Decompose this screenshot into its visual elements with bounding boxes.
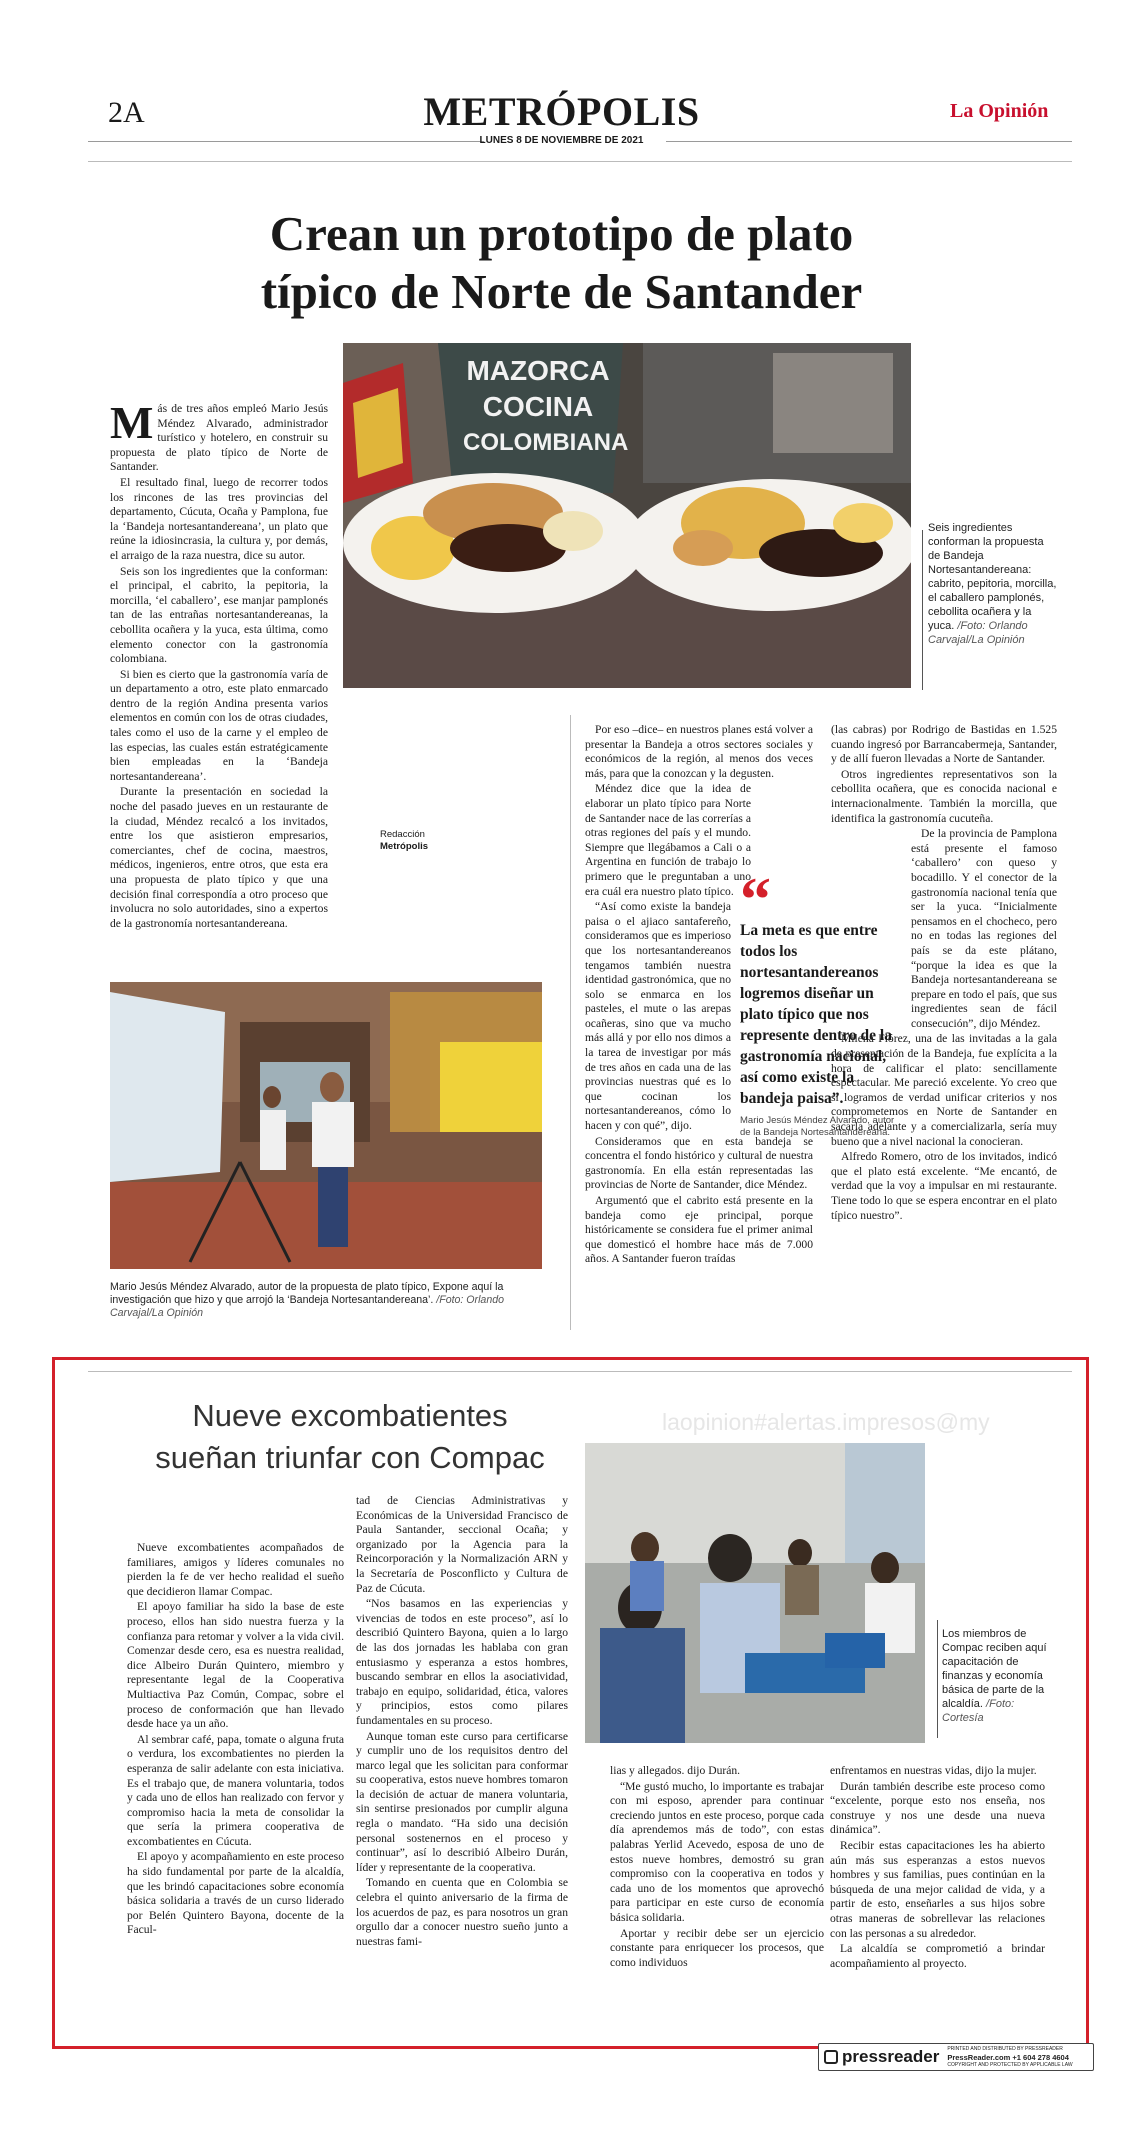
article2-paragraph: Aunque toman este curso para certificarse y cumplir uno de los requisitos dentro del marco legal que les solicitan para conformar su cooperativa, estos nueve hombres tomaron la decisión de actuar de manera voluntaria, sin sentirse presionados por cumplir alguna regla o mandato. “Ha sido una decisión personal sostenernos en el proceso y continuar”, así lo describió Albeiro Durán, líder y representante de la cooperativa. xyxy=(356,1729,568,1874)
article2-headline-line2: sueñan triunfar con Compac xyxy=(155,1440,545,1475)
article1-paragraph: El resultado final, luego de recorrer todos los rincones de las tres provincias del departamento, Cúcuta, Ocaña y Pamplona, fue la ‘Bandeja nortesantandereana’, un plato que reúne la idiosincrasia, la cultura y, por demás, el arraigo de la raza nuestra, dice su autor. xyxy=(110,475,328,562)
article2-paragraph: Aportar y recibir debe ser un ejercicio constante para enriquecer los procesos, que como individuos xyxy=(610,1926,824,1969)
pressreader-icon xyxy=(824,2050,838,2064)
article1-column-4 xyxy=(831,723,1057,1224)
article2-top-rule xyxy=(88,1371,1072,1372)
article1-paragraph: De la provincia de Pamplona está presente el famoso ‘caballero’ con queso y bocadillo. Y el conector de la gastronomía nacional tenía que ser la yuca. “Inicialmente pensamos en el chocheco, pero no en todas las regiones del país se da este plátano, “porque la idea es que la Bandeja nortesantandereana se prepare en todo el país, que sus ingredientes sean de fácil consecución”, dijo Méndez. xyxy=(911,827,1057,1030)
article1-paragraph: Otros ingredientes representativos son la cebollita ocañera, que es conocida nacional e internacionalmente. También la morcilla, que identifica la gastronomía cucuteña. xyxy=(831,767,1057,825)
classroom-photo xyxy=(585,1443,925,1743)
food-photo xyxy=(343,343,911,688)
article1-paragraph: Por eso –dice– en nuestros planes está volver a presentar la Bandeja a otros sectores sociales y económicos de la región, al menos dos veces más, para que la conozcan y la degusten. xyxy=(585,723,813,780)
article2-paragraph: La alcaldía se comprometió a brindar acompañamiento al proyecto. xyxy=(830,1942,1045,1970)
pressreader-logo: pressreader xyxy=(842,2047,940,2066)
article2-paragraph: tad de Ciencias Administrativas y Económicas de la Universidad Francisco de Paula Santander, seccional Ocaña; y organizado por la Agencia para la Reincorporación y la Normalización ARN y la Secretaría de Posconflicto y Cultura de Paz de Cúcuta. xyxy=(356,1494,568,1595)
article2-paragraph: Al sembrar café, papa, tomate o alguna fruta o verdura, los excombatientes no pierden la esperanza de salir adelante con esta iniciativa. Es el trabajo que, de manera voluntaria, todos y cada uno de ellos han realizado con fervor y compromiso hacia la meta de consolidar la que sería la primera cooperativa de excombatientes en Cúcuta. xyxy=(127,1732,344,1848)
article1-headline-line2: típico de Norte de Santander xyxy=(260,264,863,319)
article1-paragraph: Más de tres años empleó Mario Jesús Méndez Alvarado, administrador turístico y hotelero, en construir su propuesta de plato típico de Norte de Santander. xyxy=(110,397,328,474)
article1-paragraph: Durante la presentación en sociedad la noche del pasado jueves en un restaurante de la ciudad, Méndez recalcó a los invitados, entre los que asistieron empresarios, comerciantes, chef de cocina, maestros, médicos, ingenieros, entre otros, que esta era una propuesta de plato típico y que una decisión final correspondía a otro proceso que involucra no solo autoridades, sino a expertos de la gastronomía nortesantandereana. xyxy=(110,785,328,930)
article2-headline-line1: Nueve excombatientes xyxy=(192,1398,508,1433)
food-photo-art xyxy=(343,343,911,688)
photo-credit: /Foto: Cortesía xyxy=(942,1698,1015,1724)
sign-text: COLOMBIANA xyxy=(463,429,629,456)
pressreader-line: PRINTED AND DISTRIBUTED BY PRESSREADER xyxy=(947,2045,1063,2052)
article2-paragraph: “Nos basamos en las experiencias y vivencias de todos en este proceso”, así lo describió Quintero Bayona, quien a lo largo de las dos jornadas les hablaba con gran entusiasmo y esperanza a estos hombres, buscando sembrar en ellos la asociatividad, trabajo en equipo, solidaridad, ética, valores y principios, estos como pilares fundamentales en su proceso. xyxy=(356,1597,568,1727)
quote-mark-icon: “ xyxy=(740,866,771,934)
article2-column-4 xyxy=(830,1764,1045,1972)
header-rule-right xyxy=(666,141,1072,142)
sign-text: COCINA xyxy=(482,391,594,422)
article1-paragraph: Consideramos que en esta bandeja se concentra el fondo histórico y cultural de nuestra gastronomía. En ella están representadas las provincias de Norte de Santander, dice Méndez. xyxy=(585,1134,813,1192)
article1-paragraph: (las cabras) por Rodrigo de Bastidas en 1.525 cuando ingresó por Barrancabermeja, Santander, y de allí fueron llevadas a Norte de Santander. xyxy=(831,723,1057,766)
quote-text: La meta es que entre todos los nortesantandereanos logremos diseñar un plato típico que nos represente dentro de la gastronomía nacional, así como existe la bandeja paisa”. xyxy=(740,922,892,1107)
dropcap: M xyxy=(110,397,154,448)
byline-label: Redacción xyxy=(380,829,425,840)
article1-headline xyxy=(0,205,1123,321)
article2-column-2 xyxy=(356,1494,568,1950)
article1-paragraph: Méndez dice que la idea de elaborar un plato típico para Norte de Santander nace de las correrías a otras regiones del país y el mundo. Siempre que llegábamos a Cali o a Argentina en función de trabajo lo primero que le preguntaban a uno era cuál era nuestro plato típico. xyxy=(585,782,751,898)
food-photo-caption: Seis ingredientes conforman la propuesta de Bandeja Nortesantandereana: cabrito, pepitoria, morcilla, el caballero pamplonés, cebollita ocañera y la yuca. /Foto: Orlando Carvajal/La Opinión xyxy=(928,522,1057,646)
brand-logo: La Opinión xyxy=(950,100,1049,122)
article2-paragraph: El apoyo y acompañamiento en este proceso ha sido fundamental por parte de la alcaldía, que les brindó capacitaciones sobre economía básica solidaria a través de un curso liderado por Belén Quintero Bayona, docente de la Facul- xyxy=(127,1850,344,1937)
article2-paragraph: Nueve excombatientes acompañados de familiares, amigos y líderes comunales no pierden la fe de ver hecho realidad el sueño que decidieron llamar Compac. xyxy=(127,1541,344,1598)
watermark: laopinion#alertas.impresos@my xyxy=(662,1409,990,1435)
article2-column-3 xyxy=(610,1764,824,1971)
page-number: 2A xyxy=(108,96,145,129)
header-bottom-rule xyxy=(88,161,1072,162)
article2-paragraph: “Me gustó mucho, lo importante es trabajar con mi esposo, aprender para continuar creciendo juntos en este proceso, porque cada día aprendemos más de todo”, con estas palabras Yerlid Acevedo, esposa de uno de estos nueve hombres, demostró su gran compromiso con la cooperativa en todos y cada uno de los momentos que aprovechó para participar en este curso de economía básica solidaria. xyxy=(610,1779,824,1924)
photo1-caption-rule xyxy=(922,530,923,690)
article1-paragraph: Argumentó que el cabrito está presente en la bandeja como eje principal, porque históricamente se considera fue el primer animal que domesticó el hombre hace más de 7.000 años. A Santander fueron traídas xyxy=(585,1194,813,1266)
photo-credit: /Foto: Orlando Carvajal/La Opinión xyxy=(928,620,1028,646)
issue-date: LUNES 8 DE NOVIEMBRE DE 2021 xyxy=(479,135,644,146)
quote-author: Mario Jesús Méndez Alvarado, autor de la Bandeja Nortesantandereana. xyxy=(740,1115,895,1138)
photo-credit: /Foto: Orlando Carvajal/La Opinión xyxy=(110,1294,504,1319)
article2-headline xyxy=(110,1395,590,1479)
classroom-photo-caption: Los miembros de Compac reciben aquí capacitación de finanzas y economía básica de parte de la alcaldía. /Foto: Cortesía xyxy=(942,1628,1047,1724)
presentation-photo-caption: Mario Jesús Méndez Alvarado, autor de la propuesta de plato típico, Expone aquí la investigación que hizo y que arrojó la ‘Bandeja Nortesantandereana’. /Foto: Orlando Carvajal/La Opinión xyxy=(110,1281,504,1319)
presentation-photo xyxy=(110,982,542,1269)
article1-paragraph: “Así como existe la bandeja paisa o el ajiaco santafereño, consideramos que es imperioso que los nortesantandereanos tengamos también nuestra identidad gastronómica, que no solo se enmarca en los pasteles, el mute o las arepas ocañeras, sino que va mucho más allá y por ello nos dimos a la tarea de investigar por más de tres años en cada una de las provincias nuestras qué es lo que cocinan los nortesantandereanos, cómo lo hacen y con qué”, dijo. xyxy=(585,900,731,1133)
classroom-photo-art xyxy=(585,1443,925,1743)
section-title: METRÓPOLIS xyxy=(423,89,700,134)
article1-paragraph: Si bien es cierto que la gastronomía varía de un departamento a otro, este plato enmarcado dentro de la región Andina presenta varios elementos en común con los de otras ciudades, tales como el uso de la carne y el empleo de las especias, las cuales están estratégicamente bien empleadas en la ‘Bandeja nortesantandereana’. xyxy=(110,667,328,783)
pressreader-badge[interactable] xyxy=(818,2043,1094,2071)
byline-name: Metrópolis xyxy=(380,841,429,852)
pressreader-line: COPYRIGHT AND PROTECTED BY APPLICABLE LAW xyxy=(947,2061,1073,2068)
byline xyxy=(380,829,428,853)
article2-paragraph: lias y allegados. dijo Durán. xyxy=(610,1764,741,1777)
column-divider xyxy=(570,715,571,1330)
article2-paragraph: Durán también describe este proceso como “excelente, porque esto nos enseña, nos construye y nos une desde una nueva dinámica”. xyxy=(830,1779,1045,1837)
article1-headline-line1: Crean un prototipo de plato xyxy=(269,206,854,261)
article2-column-1 xyxy=(127,1541,344,1939)
sign-text: MAZORCA xyxy=(466,355,610,386)
presentation-photo-art xyxy=(110,982,542,1269)
article2-paragraph: enfrentamos en nuestras vidas, dijo la mujer. xyxy=(830,1764,1037,1777)
article2-paragraph: Tomando en cuenta que en Colombia se celebra el quinto aniversario de la firma de los acuerdos de paz, es para nosotros un gran orgullo dar a conocer nuestro sueño junto a nuestras fami- xyxy=(356,1876,568,1948)
photo3-caption-rule xyxy=(937,1620,938,1738)
article2-paragraph: Recibir estas capacitaciones les ha abierto aún más sus esperanzas a estos nuevos hombres y sus familias, pues continúan en la búsqueda de una mejor calidad de vida, y a partir de esto, enseñarles a sus hijos sobre otras maneras de sobrellevar las relaciones con las personas a su alrededor. xyxy=(830,1838,1045,1940)
article1-paragraph: Alfredo Romero, otro de los invitados, indicó que el plato está excelente. “Me encantó, de verdad que la voy a impulsar en mi restaurante. Tiene todo lo que se espera encontrar en el plato típico nuestro”. xyxy=(831,1150,1057,1222)
pressreader-line: PressReader.com +1 604 278 4604 xyxy=(947,2052,1069,2062)
article2-paragraph: El apoyo familiar ha sido la base de este proceso, ellos han sido nuestra fuerza y la confianza para retomar y volver a la vida civil. Comenzar desde cero, esa es nuestra realidad, dice Albeiro Durán Quintero, miembro y representante legal de la Cooperativa Multiactiva Paz Común, Compac, sobre el proceso de conformación que han llevado desde hace ya un año. xyxy=(127,1600,344,1731)
article1-paragraph: Milena Flórez, una de las invitadas a la gala de presentación de la Bandeja, fue explícita a la hora de calificar el plato: sencillamente espectacular. Me pareció excelente. Yo creo que si logramos de verdad unificar criterios y nos comprometemos en Norte de Santander en sacarla adelante y a comercializarla, sería muy bueno que a nivel nacional la conocieran. xyxy=(831,1032,1057,1148)
article1-paragraph: Seis son los ingredientes que la conforman: el principal, el cabrito, la pepitoria, la morcilla, ‘el caballero’, ese manjar pamplonés tan de las entrañas nortesantandereanas, la cebollita ocañera y la yuca, esta última, como elemento conector con la gastronomía colombiana. xyxy=(110,564,328,666)
article1-column-1 xyxy=(110,397,328,932)
